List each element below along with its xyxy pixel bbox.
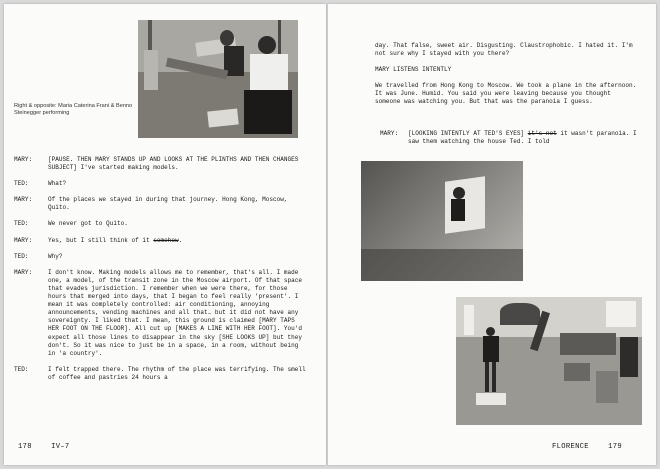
left-page <box>4 4 326 465</box>
dialogue-line <box>14 237 306 245</box>
line-text <box>48 237 306 245</box>
dialogue-line <box>14 156 306 172</box>
speaker: MARY: <box>14 156 33 163</box>
rehearsal-room-photo <box>456 297 642 425</box>
section-label: IV–7 <box>51 443 70 451</box>
narrative-paragraph: We travelled from Hong Kong to Moscow. We took a plane in the afternoon. It was June. Humid. You said you were leaving because you thought someone was watching you. But that was the paranoia I guess. <box>375 82 637 106</box>
speaker: TED: <box>14 220 29 228</box>
dialogue-line <box>380 130 638 146</box>
photo-caption: Right & opposite: Maria Caterina Frani & Benno Steinegger performing <box>14 103 133 116</box>
dialogue-line <box>14 220 306 228</box>
performer-in-window-photo <box>361 161 523 281</box>
line-text: [PAUSE. THEN MARY STANDS UP AND LOOKS AT THE PLINTHS AND THEN CHANGES SUBJECT] I've started making models. <box>48 156 299 172</box>
line-text: I felt trapped there. The rhythm of the place was terrifying. The smell of coffee and pastries 24 hours a <box>48 365 306 381</box>
line-text: Of the places we stayed in during that journey. Hong Kong, Moscow, Quito. <box>48 196 288 212</box>
line-text-start: Yes, but I still think of it <box>48 236 154 244</box>
speaker: MARY: <box>14 196 33 204</box>
right-folio <box>552 443 622 451</box>
dialogue-line <box>14 180 306 188</box>
speaker: MARY: <box>14 268 33 276</box>
struck-word: it's not <box>527 130 557 137</box>
performers-on-floor-photo <box>138 20 298 138</box>
line-text-start: [LOOKING INTENTLY AT TED'S EYES] <box>408 130 528 137</box>
line-text-end: it wasn't paranoia. I saw them watching the house Ted. I told <box>408 130 637 146</box>
speaker: MARY: <box>380 130 399 137</box>
line-text: What? <box>48 180 67 188</box>
left-dialogue <box>14 156 306 390</box>
line-text-end: . <box>178 236 183 244</box>
right-dialogue <box>380 130 638 154</box>
stage-direction: MARY LISTENS INTENTLY <box>375 66 452 74</box>
line-text: I don't know. Making models allows me to remember, that's all. I made one, a model, of the transit zone in the Moscow airport. Of that space that evades jurisdiction. I remember when we were there, for those hours that merged into days, that I began to feel really 'present'. I mean it was completely controlled: air conditioning, annoying announcements, vending machines and all that… but it did not have any sovereignty. I liked that. I mean, this ground is claimed [MARY TAPS HER FOOT ON THE FLOOR]. All cut up [MAKES A LINE WITH HER FOOT]. You'd expect all those lines to disappear in the sky [SHE LOOKS UP] but they don't. So it was nice to just be in a space, in a room, without being in 'a country'. <box>48 268 303 357</box>
section-label: FLORENCE <box>552 443 589 451</box>
left-folio <box>18 443 70 451</box>
page-number: 179 <box>608 443 622 451</box>
struck-word: somehow <box>153 236 179 244</box>
page-number: 178 <box>18 443 32 451</box>
line-text: Why? <box>48 252 63 260</box>
dialogue-line <box>14 196 306 212</box>
line-text <box>408 130 638 146</box>
speaker: MARY: <box>14 236 33 244</box>
dialogue-line <box>14 366 306 382</box>
continuation-text: day. That false, sweet air. Disgusting. Claustrophobic. I hated it. I'm not sure why I stayed with you there? <box>375 42 633 58</box>
speaker: TED: <box>14 252 29 260</box>
speaker: TED: <box>14 365 29 373</box>
line-text: We never got to Quito. <box>48 220 128 228</box>
dialogue-line <box>14 253 306 261</box>
right-page <box>328 4 656 465</box>
speaker: TED: <box>14 180 29 188</box>
right-text <box>375 42 637 115</box>
dialogue-line <box>14 269 306 358</box>
